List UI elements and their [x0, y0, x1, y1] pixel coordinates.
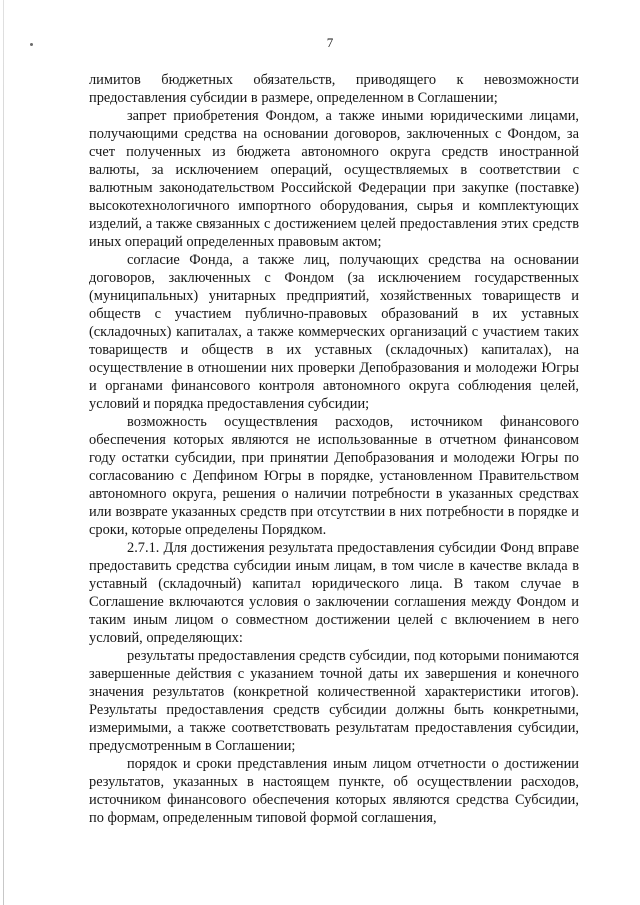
paragraph-clause-2-7-1: 2.7.1. Для достижения результата предоставления субсидии Фонд вправе предоставить средства субсидии иным лицам, в том числе в качестве вклада в уставный (складочный) капитал юридического лица. В таком случае в Соглашение включаются условия о заключении соглашения между Фондом и таким иным лицом о совместном достижении целей с включением в него условий, определяющих: [89, 540, 579, 646]
paragraph-limits-continuation: лимитов бюджетных обязательств, приводящего к невозможности предоставления субсидии в размере, определенном в Соглашении; [89, 72, 579, 106]
paragraph-unused-balances: возможность осуществления расходов, источником финансового обеспечения которых являются не использованные в отчетном финансовом году остатки субсидии, при принятии Депобразования и молодежи Югры по согласованию с Депфином Югры в порядке, установленном Правительством автономного округа, решения о наличии потребности в указанных средствах или возврате указанных средств при отсутствии в них потребности в порядке и сроки, которые определены Порядком. [89, 414, 579, 538]
paragraph-inspection-consent: согласие Фонда, а также лиц, получающих средства на основании договоров, заключенных с Фондом (за исключением государственных (муниципальных) унитарных предприятий, хозяйственных товариществ и обществ с участием публично-правовых образований в их уставных (складочных) капиталах, а также коммерческих организаций с участием таких товариществ и обществ в их уставных (складочных) капиталах), на осуществление в отношении них проверки Депобразования и молодежи Югры и органами финансового контроля автономного округа соблюдения целей, условий и порядка предоставления субсидии; [89, 252, 579, 412]
page-number: 7 [326, 35, 334, 50]
body-text [89, 71, 579, 827]
paragraph-reporting: порядок и сроки представления иным лицом отчетности о достижении результатов, указанных в настоящем пункте, об осуществлении расходов, источником финансового обеспечения которых являются средства Субсидии, по формам, определенным типовой формой соглашения, [89, 756, 579, 826]
paragraph-results: результаты предоставления средств субсидии, под которыми понимаются завершенные действия с указанием точной даты их завершения и конечного значения результатов (конкретной количественной характеристики итогов). Результаты предоставления средств субсидии должны быть конкретными, измеримыми, а также соответствовать результатам предоставления субсидии, предусмотренным в Соглашении; [89, 648, 579, 754]
paragraph-currency-ban: запрет приобретения Фондом, а также иными юридическими лицами, получающими средства на основании договоров, заключенных с Фондом, за счет полученных из бюджета автономного округа средств иностранной валюты, за исключением операций, осуществляемых в соответствии с валютным законодательством Российской Федерации при закупке (поставке) высокотехнологичного импортного оборудования, сырья и комплектующих изделий, а также связанных с достижением целей предоставления этих средств иных операций определенных правовым актом; [89, 108, 579, 250]
scan-edge-line [3, 0, 4, 905]
